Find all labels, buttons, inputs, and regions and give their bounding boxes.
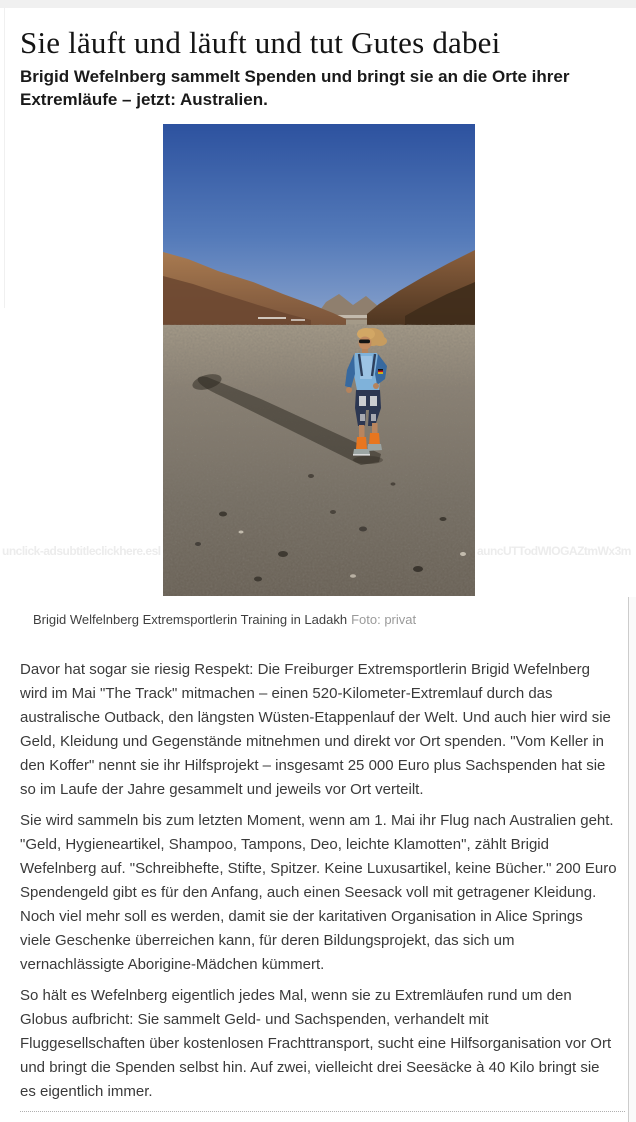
article-photo — [163, 124, 475, 596]
photo-credit: Foto: privat — [351, 612, 417, 627]
faint-watermark-right: auncUTTodWIOGAZtmWx3m — [477, 544, 631, 558]
article-paragraph-3: So hält es Wefelnberg eigentlich jedes Mal, wenn sie zu Extremläufen rund um den Globus aufbricht: Sie sammelt Geld- und Sachspenden, verhandelt mit Fluggesellschaften über kostenlosen Frachttransport, sucht eine Hilfsorganisation vor Ort und bringt die Spenden selbst hin. Auf zwei, vielleicht drei Seesäcke à 40 Kilo bringt sie es eigentlich immer. — [20, 987, 612, 1100]
article-paragraph-1: Davor hat sogar sie riesig Respekt: Die Freiburger Extremsportlerin Brigid Wefelnberg wird im Mai "The Track" mitmachen – einen 520-Kilometer-Extremlauf durch das australische Outback, den längsten Wüsten-Etappenlauf der Welt. Und auch hier wird sie Geld, Kleidung und Gegenstände mitnehmen und direkt vor Ort spenden. "Vom Keller in den Koffer" nennt sie ihr Hilfsprojekt – insgesamt 25 000 Euro plus Sachspenden hat sie so im Laufe der Jahre gesammelt und jeweils vor Ort verteilt. — [20, 661, 611, 798]
photo-caption-text: Brigid Welfelnberg Extremsportlerin Training in Ladakh — [33, 612, 348, 627]
right-column-gutter — [629, 597, 636, 1122]
article-end-divider — [20, 1111, 625, 1112]
article-paragraph-2: Sie wird sammeln bis zum letzten Moment, wenn am 1. Mai ihr Flug nach Australien geht. "Geld, Hygieneartikel, Shampoo, Tampons, Deo, leichte Klamotten", zählt Brigid Wefelnberg auf. "Schreibhefte, Stifte, Spitzer. Keine Luxusartikel, keine Bücher." 200 Euro Spendengeld gibt es für den Anfang, auch einen Seesack voll mit getragener Kleidung. Noch viel mehr soll es werden, damit sie der karitativen Organisation in Alice Springs viele Geschenke überreichen kann, für deren Bildungsprojekt, das sich um vernachlässigte Aborigine-Mädchen kümmert. — [20, 812, 617, 973]
right-column-divider — [628, 597, 629, 1122]
faint-watermark-left: unclick-adsubtitleclickhere.esl — [2, 544, 161, 558]
left-border-line — [4, 8, 5, 308]
article-subheadline: Brigid Wefelnberg sammelt Spenden und bringt sie an die Orte ihrer Extremläufe – jetzt: Australien. — [20, 67, 570, 109]
top-border — [0, 0, 636, 8]
photo-illustration — [163, 124, 475, 596]
article-body — [20, 658, 617, 1104]
article-content — [0, 25, 636, 1112]
photo-ground-texture — [163, 324, 475, 596]
page-title: Sie läuft und läuft und tut Gutes dabei — [20, 25, 501, 60]
photo-caption — [33, 611, 617, 628]
